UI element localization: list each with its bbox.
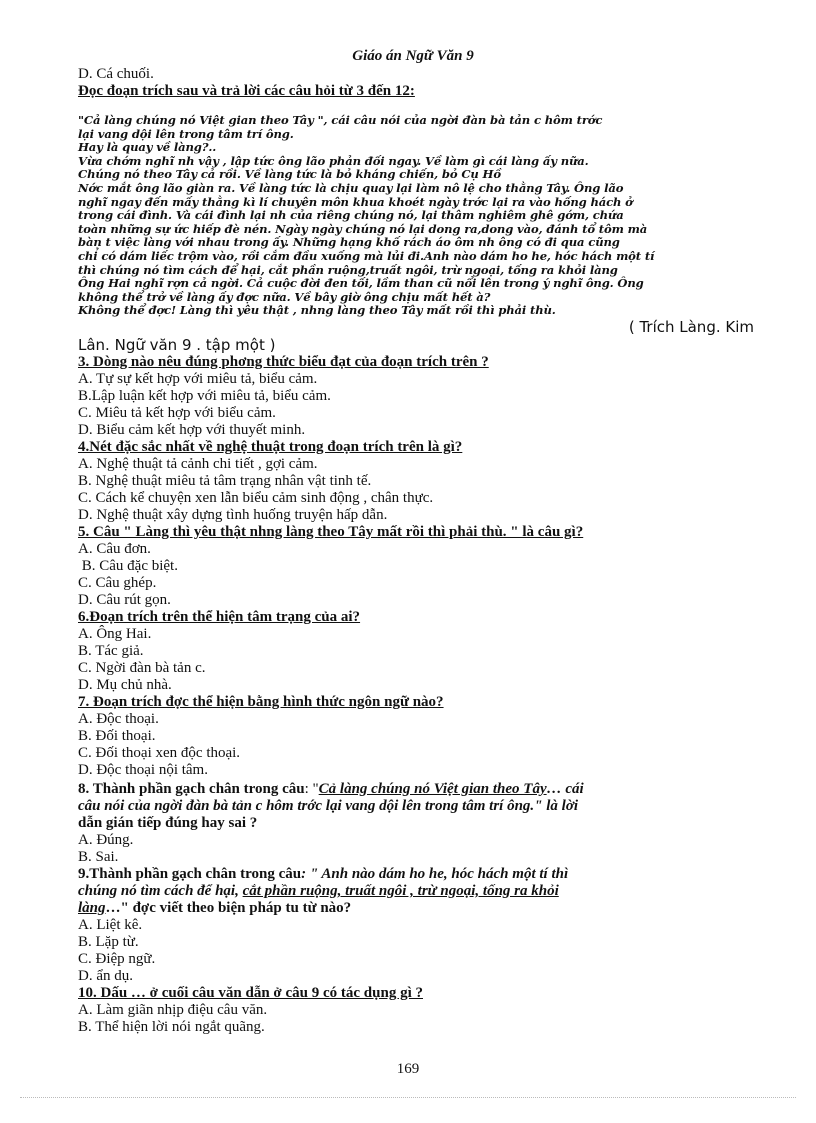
passage-line: Vừa chớm nghĩ nh vậy , lập tức ông lão phản đối ngay. Về làm gì cái làng ấy nữa. (78, 153, 589, 168)
q9-option: D. ẩn dụ. (78, 967, 133, 984)
q9-line-3 (78, 900, 748, 917)
question-10: 10. Dấu … ở cuối câu văn dẫn ở câu 9 có tác dụng gì ? (78, 984, 423, 1001)
q9-line3-rest: …" đợc viết theo biện pháp tu từ nào? (105, 899, 352, 916)
q6-option: D. Mụ chủ nhà. (78, 676, 172, 693)
passage-line: Không thể đợc! Làng thì yêu thật , nhng làng theo Tây mất rồi thì phải thù. (78, 303, 556, 318)
q7-option: A. Độc thoại. (78, 710, 159, 727)
passage-line: lại vang dội lên trong tâm trí ông. (78, 126, 294, 141)
q9-option: A. Liệt kê. (78, 916, 143, 933)
q10-option: A. Làm giãn nhịp điệu câu văn. (78, 1001, 268, 1018)
passage-line: không thể trở về làng ấy đợc nữa. Về bây giờ ông chịu mất hết à? (78, 289, 491, 304)
question-8 (78, 781, 748, 798)
q8-colon: : " (304, 780, 319, 797)
passage-line: thì chúng nó tìm cách để hại, cắt phần ruộng,truất ngôi, trừ ngoại, tống ra khỏi làng (78, 262, 618, 277)
q3-option: A. Tự sự kết hợp với miêu tả, biểu cảm. (78, 370, 318, 387)
q6-option: A. Ông Hai. (78, 625, 152, 642)
q8-line-3: dẫn gián tiếp đúng hay sai ? (78, 814, 258, 831)
question-6: 6.Đoạn trích trên thể hiện tâm trạng của ai? (78, 608, 361, 625)
question-5: 5. Câu " Làng thì yêu thật nhng làng theo Tây mất rồi thì phải thù. " là câu gì? (78, 523, 584, 540)
document-page (78, 48, 754, 1036)
q10-option: B. Thể hiện lời nói ngắt quãng. (78, 1018, 265, 1035)
q4-option: C. Cách kể chuyện xen lẫn biểu cảm sinh động , chân thực. (78, 489, 434, 506)
question-7: 7. Đoạn trích đợc thể hiện bằng hình thức ngôn ngữ nào? (78, 693, 444, 710)
question-4: 4.Nét đặc sắc nhất về nghệ thuật trong đoạn trích trên là gì? (78, 438, 463, 455)
passage-line: Hay là quay về làng?.. (78, 140, 217, 155)
q3-option: B.Lập luận kết hợp với miêu tả, biểu cảm. (78, 387, 331, 404)
excerpt-passage (78, 114, 748, 318)
q6-option: B. Tác giả. (78, 642, 144, 659)
passage-line: toàn những sự ức hiếp đè nén. Ngày ngày chúng nó lại dong ra,dong vào, đánh tổ tôm mà (78, 221, 648, 236)
q9-option: B. Lặp từ. (78, 933, 139, 950)
q9-line-2 (78, 883, 748, 900)
q4-option: A. Nghệ thuật tả cảnh chi tiết , gợi cảm. (78, 455, 318, 472)
q8-option: A. Đúng. (78, 831, 134, 848)
citation-line-1: ( Trích Làng. Kim (628, 317, 754, 336)
page-bottom-divider (20, 1097, 796, 1098)
q3-option: C. Miêu tả kết hợp với biểu cảm. (78, 404, 276, 421)
q6-option: C. Ngời đàn bà tản c. (78, 659, 206, 676)
passage-line: nghĩ ngay đến mấy thằng kì lí chuyên môn khua khoét ngày trớc lại ra vào hống hách ở (78, 194, 633, 209)
question-9 (78, 866, 748, 883)
q8-underlined-phrase: Cả làng chúng nó Việt gian theo Tây (318, 780, 547, 797)
q5-option: C. Câu ghép. (78, 574, 157, 591)
q9-line1-rest: : " Anh nào dám ho he, hóc hách một tí thì (301, 865, 569, 882)
q8-lead: 8. Thành phần gạch chân trong câu (78, 780, 305, 797)
q9-option: C. Điệp ngữ. (78, 950, 156, 967)
passage-line: trong cái đình. Và cái đình lại nh của riêng chúng nó, lại thâm nghiêm ghê gớm, chứa (78, 208, 624, 223)
q4-option: B. Nghệ thuật miêu tả tâm trạng nhân vật tinh tế. (78, 472, 372, 489)
passage-line: chỉ có dám liếc trộm vào, rồi cắm đầu xuống mà lủi đi.Anh nào dám ho he, hóc hách một tí (78, 248, 655, 263)
section-title: Đọc đoạn trích sau và trả lời các câu hỏi từ 3 đến 12: (78, 83, 415, 99)
q5-option: A. Câu đơn. (78, 540, 151, 557)
q7-option: C. Đối thoại xen độc thoại. (78, 744, 241, 761)
passage-line: Nớc mắt ông lão giàn ra. Về làng tức là chịu quay lại làm nô lệ cho thằng Tây. Ông lão (78, 180, 624, 195)
q9-underlined-word: làng (78, 899, 106, 916)
passage-line: bàn t việc làng với nhau trong ấy. Những hạng khố rách áo ôm nh ông có đi qua cũng (78, 235, 620, 250)
page-header: Giáo án Ngữ Văn 9 (352, 48, 474, 64)
q4-option: D. Nghệ thuật xây dựng tình huống truyện hấp dẫn. (78, 506, 388, 523)
question-3: 3. Dòng nào nêu đúng phơng thức biểu đạt của đoạn trích trên ? (78, 353, 489, 370)
citation-line-2: Lân. Ngữ văn 9 . tập một ) (78, 335, 276, 354)
passage-line: Ông Hai nghĩ rợn cả ngời. Cả cuộc đời đen tối, lầm than cũ nổi lên trong ý nghĩ ông. Ông (78, 276, 644, 291)
previous-option: D. Cá chuối. (78, 66, 154, 82)
page-number: 169 (396, 1061, 420, 1077)
q9-lead: 9.Thành phần gạch chân trong câu (78, 865, 302, 882)
passage-line: Chúng nó theo Tây cả rồi. Về làng tức là bỏ kháng chiến, bỏ Cụ Hồ (78, 167, 501, 182)
q5-option: D. Câu rút gọn. (78, 591, 171, 608)
q3-option: D. Biểu cảm kết hợp với thuyết minh. (78, 421, 306, 438)
passage-line: "Cả làng chúng nó Việt gian theo Tây ", cái câu nói của ngời đàn bà tản c hôm trớc (78, 113, 603, 127)
q8-option: B. Sai. (78, 848, 119, 865)
q8-rest: … cái (546, 780, 584, 797)
q8-line-2: câu nói của ngời đàn bà tản c hôm trớc lại vang dội lên trong tâm trí ông." là lời (78, 797, 579, 814)
q7-option: B. Đối thoại. (78, 727, 156, 744)
q9-line2-plain: chúng nó tìm cách để hại, (78, 882, 243, 899)
q5-option: B. Câu đặc biệt. (78, 557, 178, 574)
q9-underlined-phrase: cắt phần ruộng, truất ngôi , trừ ngoại, tống ra khỏi (242, 882, 559, 899)
q7-option: D. Độc thoại nội tâm. (78, 761, 208, 778)
